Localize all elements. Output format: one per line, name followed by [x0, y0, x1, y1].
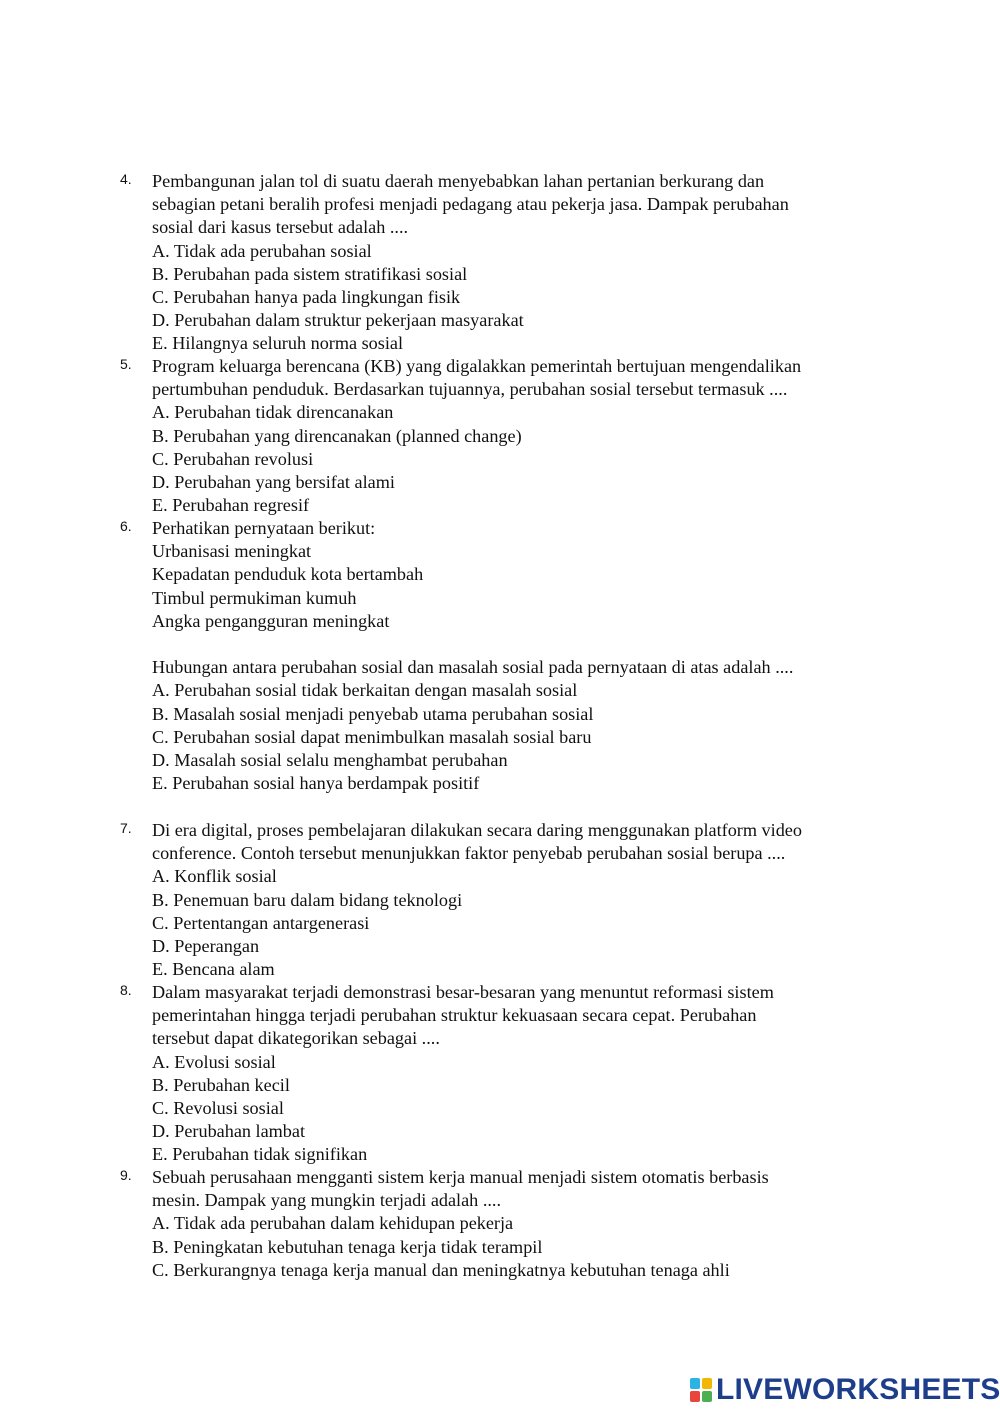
answer-option-a[interactable]: A. Tidak ada perubahan dalam kehidupan pekerja	[152, 1213, 514, 1234]
answer-option-b[interactable]: B. Perubahan yang direncanakan (planned change)	[152, 425, 522, 446]
question-stem-line: Program keluarga berencana (KB) yang digalakkan pemerintah bertujuan mengendalikan	[152, 356, 802, 376]
liveworksheets-logo-icon	[690, 1378, 712, 1402]
answer-option-c[interactable]: C. Pertentangan antargenerasi	[152, 912, 370, 933]
answer-option-d[interactable]: D. Perubahan lambat	[152, 1121, 306, 1142]
question-stem-line: Perhatikan pernyataan berikut:	[152, 518, 376, 538]
question-stem-line: conference. Contoh tersebut menunjukkan faktor penyebab perubahan sosial berupa ....	[152, 843, 786, 864]
question-stem-line: pemerintahan hingga terjadi perubahan struktur kekuasaan secara cepat. Perubahan	[152, 1005, 757, 1026]
answer-option-d[interactable]: D. Perubahan yang bersifat alami	[152, 471, 395, 492]
question-number: 7.	[120, 820, 132, 836]
question-body	[152, 355, 887, 517]
question-stem-line: Pembangunan jalan tol di suatu daerah menyebabkan lahan pertanian berkurang dan	[152, 171, 765, 191]
answer-option-b[interactable]: B. Masalah sosial menjadi penyebab utama perubahan sosial	[152, 703, 594, 724]
statement-line: Timbul permukiman kumuh	[152, 587, 357, 608]
answer-option-e[interactable]: E. Perubahan sosial hanya berdampak positif	[152, 773, 480, 794]
answer-option-c[interactable]: C. Perubahan sosial dapat menimbulkan masalah sosial baru	[152, 726, 592, 747]
question-body	[152, 819, 887, 981]
logo-mark-square	[690, 1378, 700, 1389]
answer-option-d[interactable]: D. Perubahan dalam struktur pekerjaan masyarakat	[152, 310, 524, 331]
answer-option-e[interactable]: E. Hilangnya seluruh norma sosial	[152, 333, 404, 354]
question-stem-line: Di era digital, proses pembelajaran dilakukan secara daring menggunakan platform video	[152, 820, 802, 840]
logo-text: LIVEWORKSHEETS	[716, 1373, 1000, 1406]
question-number: 9.	[120, 1167, 132, 1183]
logo-mark-square	[690, 1391, 700, 1402]
answer-option-b[interactable]: B. Penemuan baru dalam bidang teknologi	[152, 889, 463, 910]
question-number: 4.	[120, 171, 132, 187]
question-body	[152, 981, 887, 1167]
answer-option-b[interactable]: B. Perubahan kecil	[152, 1074, 290, 1095]
question-body	[152, 170, 887, 356]
answer-option-b[interactable]: B. Perubahan pada sistem stratifikasi sosial	[152, 263, 468, 284]
answer-option-e[interactable]: E. Perubahan regresif	[152, 495, 310, 516]
answer-option-a[interactable]: A. Perubahan sosial tidak berkaitan dengan masalah sosial	[152, 680, 578, 701]
answer-option-a[interactable]: A. Tidak ada perubahan sosial	[152, 240, 372, 261]
answer-option-d[interactable]: D. Masalah sosial selalu menghambat perubahan	[152, 749, 508, 770]
question-number: 6.	[120, 518, 132, 534]
question-stem-line: sosial dari kasus tersebut adalah ....	[152, 217, 409, 238]
answer-option-c[interactable]: C. Perubahan hanya pada lingkungan fisik	[152, 286, 461, 307]
answer-option-d[interactable]: D. Peperangan	[152, 935, 260, 956]
question-stem-line: Sebuah perusahaan mengganti sistem kerja manual menjadi sistem otomatis berbasis	[152, 1167, 769, 1187]
question-stem-line: tersebut dapat dikategorikan sebagai ....	[152, 1028, 440, 1049]
question-stem-line: Dalam masyarakat terjadi demonstrasi besar-besaran yang menuntut reformasi sistem	[152, 982, 774, 1002]
question-stem-line: mesin. Dampak yang mungkin terjadi adalah ....	[152, 1190, 502, 1211]
question-number: 5.	[120, 356, 132, 372]
question-number: 8.	[120, 982, 132, 998]
statement-line: Angka pengangguran meningkat	[152, 610, 390, 631]
question-stem-line: pertumbuhan penduduk. Berdasarkan tujuannya, perubahan sosial tersebut termasuk ....	[152, 379, 788, 400]
answer-option-c[interactable]: C. Perubahan revolusi	[152, 448, 314, 469]
logo-mark-square	[702, 1391, 712, 1402]
question-stem-line: sebagian petani beralih profesi menjadi pedagang atau pekerja jasa. Dampak perubahan	[152, 194, 789, 215]
answer-option-c[interactable]: C. Berkurangnya tenaga kerja manual dan meningkatnya kebutuhan tenaga ahli	[152, 1259, 730, 1280]
logo-mark-square	[702, 1378, 712, 1389]
answer-option-a[interactable]: A. Perubahan tidak direncanakan	[152, 402, 394, 423]
question-body	[152, 1166, 887, 1282]
spacer	[152, 633, 887, 656]
answer-option-e[interactable]: E. Bencana alam	[152, 959, 275, 980]
question-body	[152, 517, 887, 795]
statement-line: Kepadatan penduduk kota bertambah	[152, 564, 424, 585]
answer-option-e[interactable]: E. Perubahan tidak signifikan	[152, 1144, 368, 1165]
question-prompt: Hubungan antara perubahan sosial dan masalah sosial pada pernyataan di atas adalah ....	[152, 657, 794, 678]
liveworksheets-logo[interactable]	[690, 1375, 1000, 1405]
statement-line: Urbanisasi meningkat	[152, 541, 312, 562]
answer-option-b[interactable]: B. Peningkatan kebutuhan tenaga kerja tidak terampil	[152, 1236, 543, 1257]
answer-option-a[interactable]: A. Evolusi sosial	[152, 1051, 276, 1072]
answer-option-c[interactable]: C. Revolusi sosial	[152, 1097, 284, 1118]
answer-option-a[interactable]: A. Konflik sosial	[152, 866, 277, 887]
